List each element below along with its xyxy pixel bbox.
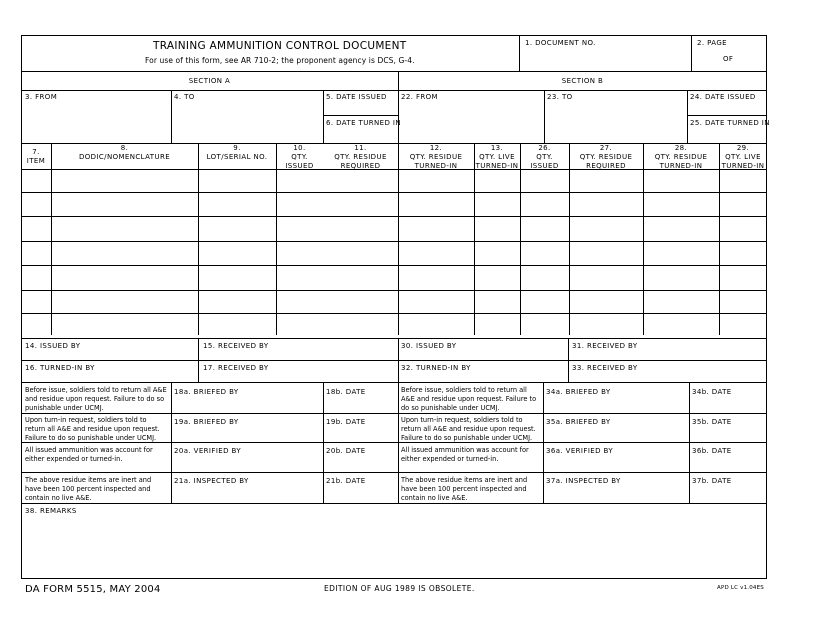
date-34b-label: 34b. DATE [692,388,732,396]
turned-in-by-a-label: 16. TURNED-IN BY [25,364,95,372]
issued-by-b-label: 30. ISSUED BY [401,342,457,350]
from-b-input[interactable] [401,104,545,144]
cert-upon-turn-in-b: Upon turn-in request, soldiers told to return all A&E and residue upon request. Failure to do so punishable under UCMJ. [401,416,536,442]
to-b-label: 23. TO [547,93,573,101]
form-subtitle: For use of this form, see AR 710-2; the proponent agency is DCS, G-4. [145,56,415,65]
col-qty-residue-req-b-header: 27. QTY. RESIDUE REQUIRED [579,144,633,170]
cert-inert-a: The above residue items are inert and have been 100 percent inspected and contain no live A&E. [25,476,152,502]
cert-before-issue-b: Before issue, soldiers told to return all A&E and residue upon request. Failure to do so punishable under UCMJ. [401,386,537,412]
col-qty-live-turned-b-header: 29. QTY. LIVE TURNED-IN [721,144,765,170]
page-of-label: OF [723,55,734,63]
turned-in-by-b-label: 32. TURNED-IN BY [401,364,471,372]
verified-by-20a-label: 20a. VERIFIED BY [174,447,242,455]
received-by-a2-label: 17. RECEIVED BY [203,364,269,372]
date-35b-label: 35b. DATE [692,418,732,426]
cert-inert-b: The above residue items are inert and have been 100 percent inspected and contain no live A&E. [401,476,528,502]
remarks-label: 38. REMARKS [25,507,77,515]
inspected-by-21a-label: 21a. INSPECTED BY [174,477,249,485]
date-issued-a-label: 5. DATE ISSUED [326,93,387,101]
col-qty-residue-turned-header: 12. QTY. RESIDUE TURNED-IN [409,144,463,170]
to-a-input[interactable] [174,104,324,144]
briefed-by-34a-label: 34a. BRIEFED BY [546,388,611,396]
briefed-by-18a-label: 18a. BRIEFED BY [174,388,239,396]
col-qty-live-turned-header: 13. QTY. LIVE TURNED-IN [475,144,519,170]
col-item-header: 7. ITEM [26,148,46,165]
form-title: TRAINING AMMUNITION CONTROL DOCUMENT [153,40,407,52]
date-18b-label: 18b. DATE [326,388,366,396]
date-19b-label: 19b. DATE [326,418,366,426]
document-no-label: 1. DOCUMENT NO. [525,39,596,47]
date-turned-in-b-label: 25. DATE TURNED IN [690,119,770,127]
date-turned-in-a-input[interactable] [326,129,400,142]
remarks-input[interactable] [25,519,767,579]
col-qty-issued-b-header: 26. QTY. ISSUED [530,144,559,170]
section-a-header: SECTION A [188,77,231,85]
received-by-b2-label: 33. RECEIVED BY [572,364,638,372]
date-21b-label: 21b. DATE [326,477,366,485]
to-b-input[interactable] [547,104,688,144]
date-issued-b-input[interactable] [690,103,769,116]
col-lot-header: 9. LOT/SERIAL NO. [206,144,268,161]
inspected-by-37a-label: 37a. INSPECTED BY [546,477,621,485]
briefed-by-19a-label: 19a. BRIEFED BY [174,418,239,426]
version-tag: APD LC v1.04ES [717,585,764,591]
form-id: DA FORM 5515, MAY 2004 [25,584,161,595]
cert-accounted-a: All issued ammunition was account for either expended or turned-in. [25,446,153,463]
date-issued-a-input[interactable] [326,103,400,116]
document-no-input[interactable] [523,50,691,70]
received-by-b1-label: 31. RECEIVED BY [572,342,638,350]
to-a-label: 4. TO [174,93,195,101]
cert-accounted-b: All issued ammunition was account for either expended or turned-in. [401,446,529,463]
briefed-by-35a-label: 35a. BRIEFED BY [546,418,611,426]
date-turned-in-b-input[interactable] [690,129,769,142]
cert-before-issue-a: Before issue, soldiers told to return all A&E and residue upon request. Failure to do so punishable under UCMJ. [25,386,167,412]
from-a-input[interactable] [24,104,172,144]
from-b-label: 22. FROM [401,93,438,101]
section-b-header: SECTION B [561,77,604,85]
edition-note: EDITION OF AUG 1989 IS OBSOLETE. [324,584,475,593]
cert-upon-turn-in-a: Upon turn-in request, soldiers told to return all A&E and residue upon request. Failure to do so punishable under UCMJ. [25,416,160,442]
date-turned-in-a-label: 6. DATE TURNED IN [326,119,401,127]
date-20b-label: 20b. DATE [326,447,366,455]
col-qty-residue-req-header: 11. QTY. RESIDUE REQUIRED [334,144,387,170]
date-37b-label: 37b. DATE [692,477,732,485]
verified-by-36a-label: 36a. VERIFIED BY [546,447,614,455]
date-issued-b-label: 24. DATE ISSUED [690,93,756,101]
col-dodic-header: 8. DODIC/NOMENCLATURE [78,144,171,161]
issued-by-a-label: 14. ISSUED BY [25,342,81,350]
col-qty-residue-turned-b-header: 28. QTY. RESIDUE TURNED-IN [654,144,708,170]
from-a-label: 3. FROM [25,93,58,101]
col-qty-issued-header: 10. QTY. ISSUED [285,144,314,170]
page-label: 2. PAGE [697,39,727,47]
received-by-a1-label: 15. RECEIVED BY [203,342,269,350]
date-36b-label: 36b. DATE [692,447,732,455]
